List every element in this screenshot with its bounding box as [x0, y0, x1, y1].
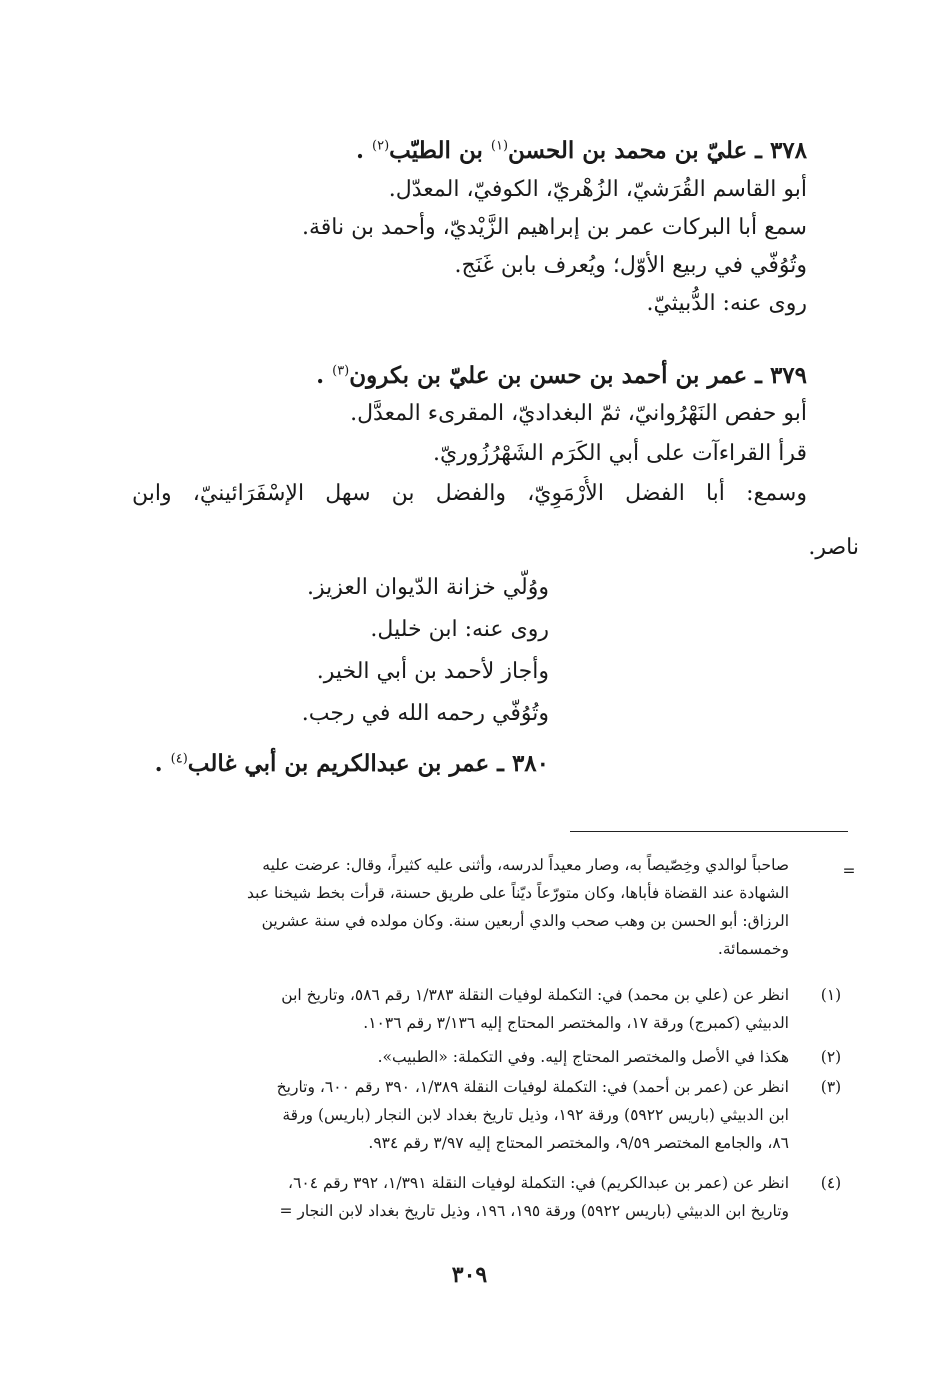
- footnote-continuation-line: الرزاق: أبو الحسن بن وهب صحب والدي أربعين سنة. وكان مولده في سنة عشرين: [261, 912, 789, 930]
- page-number: ٣٠٩: [451, 1262, 488, 1288]
- footnote-line: الدبيثي (كمبرج) ورقة ١٧، والمختصر المحتاج إليه ٣/١٣٦ رقم ١٠٣٦.: [363, 1014, 789, 1032]
- entry-heading-text: ٣٧٨ ـ عليّ بن محمد بن الحسن: [508, 137, 807, 164]
- footnote-ref: (٢): [372, 138, 390, 154]
- footnote-line: وتاريخ ابن الدبيثي (باريس ٥٩٢٢) ورقة ١٩٥، ١٩٦، وذيل تاريخ بغداد لابن النجار =: [279, 1202, 789, 1220]
- entry-heading-text: ٣٧٩ ـ عمر بن أحمد بن حسن بن عليّ بن بكرون: [349, 362, 807, 389]
- footnote-ref: (١): [490, 138, 509, 154]
- footnote-number: (١): [820, 986, 842, 1004]
- entry-heading-text: ٣٨٠ ـ عمر بن عبدالكريم بن أبي غالب: [187, 750, 549, 777]
- entry-line: ناصر.: [808, 535, 859, 560]
- entry-line: وتُوُفّي في ربيع الأوّل؛ ويُعرف بابن غَنَج.: [454, 253, 807, 278]
- entry-line: ووُلّي خزانة الدّيوان العزيز.: [307, 575, 549, 600]
- entry-heading-text: .: [154, 750, 171, 777]
- entry-line: وأجاز لأحمد بن أبي الخير.: [316, 659, 549, 684]
- footnote-line: هكذا في الأصل والمختصر المحتاج إليه. وفي التكملة: «الطبيب».: [377, 1048, 789, 1066]
- footnote-ref: (٣): [332, 363, 350, 379]
- footnote-separator: [570, 831, 848, 832]
- entry-379-heading: [0, 358, 807, 394]
- continuation-mark: =: [842, 862, 856, 880]
- footnote-continuation-line: الشهادة عند القضاة فأباها، وكان متورّعاً ديّناً على طريق حسنة، قرأت بخط شيخنا عبد: [247, 884, 789, 902]
- footnote-line: انظر عن (علي بن محمد) في: التكملة لوفيات النقلة ١/٣٨٣ رقم ٥٨٦، وتاريخ ابن: [281, 986, 789, 1004]
- entry-378-heading: [0, 133, 807, 169]
- entry-line: وسمع: أبا الفضل الأُرْمَوِيّ، والفضل بن سهل الإسْفَرَائينيّ، وابن: [132, 481, 807, 506]
- entry-line: أبو حفص النَهْرُوانيّ، ثمّ البغداديّ، المقرىء المعدَّل.: [350, 401, 807, 426]
- footnote-continuation-line: وخمسمائة.: [717, 940, 789, 958]
- footnote-line: ابن الدبيثي (باريس ٥٩٢٢) ورقة ١٩٢، وذيل تاريخ بغداد لابن النجار (باريس) ورقة: [282, 1106, 789, 1124]
- footnote-line: انظر عن (عمر بن عبدالكريم) في: التكملة لوفيات النقلة ١/٣٩١، ٣٩٢ رقم ٦٠٤،: [288, 1174, 789, 1192]
- footnote-line: ٨٦، والجامع المختصر ٩/٥٩، والمختصر المحتاج إليه ٣/٩٧ رقم ٩٣٤.: [368, 1134, 789, 1152]
- entry-heading-text: .: [356, 137, 373, 164]
- entry-heading-text: .: [316, 362, 333, 389]
- entry-heading-text: بن الطيّب: [389, 137, 491, 164]
- footnote-number: (٢): [820, 1048, 842, 1066]
- entry-380-heading: [0, 746, 549, 782]
- entry-line: وتُوُفّي رحمه الله في رجب.: [301, 701, 549, 726]
- entry-line: سمع أبا البركات عمر بن إبراهيم الزَّيْديّ، وأحمد بن ناقة.: [302, 215, 807, 240]
- entry-line: روى عنه: الدُّبيثيّ.: [646, 291, 807, 316]
- footnote-continuation-line: صاحباً لوالدي وخِصّيصاً به، وصار معيداً لدرسه، وأثنى عليه كثيراً، وقال: عرضت عليه: [262, 856, 789, 874]
- entry-line: روى عنه: ابن خليل.: [370, 617, 549, 642]
- footnote-number: (٣): [820, 1078, 842, 1096]
- entry-line: أبو القاسم القُرَشيّ، الزُهْريّ، الكوفيّ، المعدّل.: [388, 177, 807, 202]
- footnote-ref: (٤): [170, 751, 188, 767]
- footnote-line: انظر عن (عمر بن أحمد) في: التكملة لوفيات النقلة ١/٣٨٩، ٣٩٠ رقم ٦٠٠، وتاريخ: [276, 1078, 789, 1096]
- footnote-number: (٤): [820, 1174, 842, 1192]
- entry-line: قرأ القراءآت على أبي الكَرَم الشَهْرُزُوريّ.: [433, 441, 807, 466]
